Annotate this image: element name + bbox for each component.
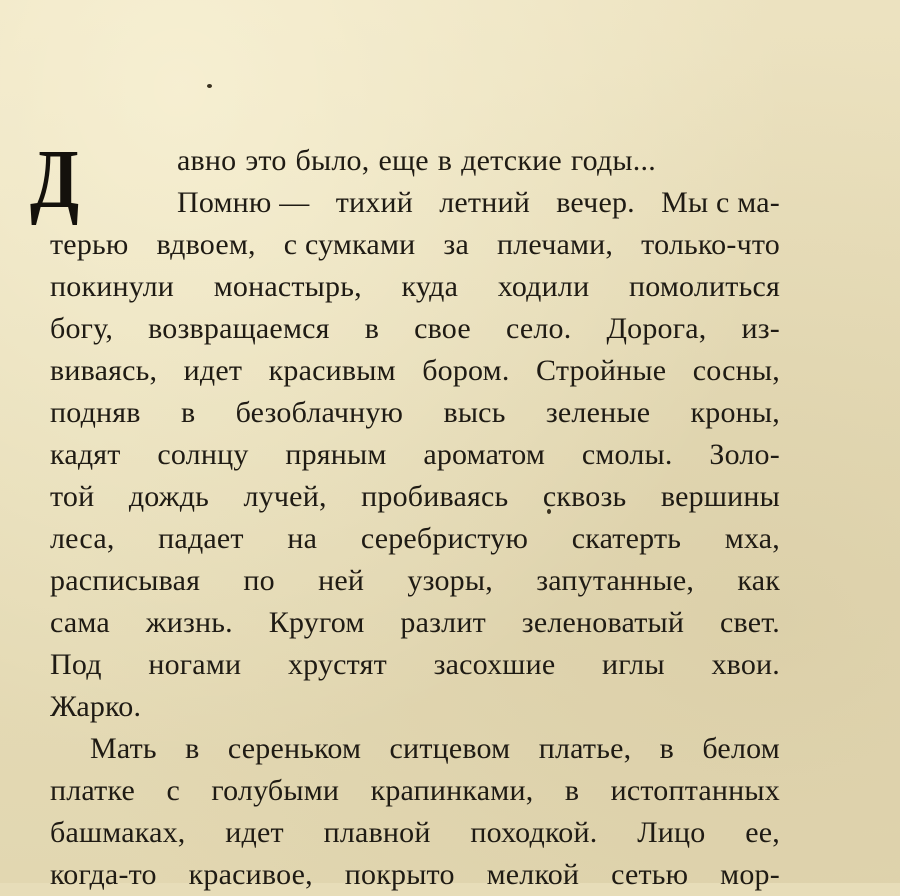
- word: детские: [461, 144, 562, 177]
- word: по: [243, 564, 275, 597]
- text-line: [50, 812, 780, 854]
- text-line: [50, 770, 780, 812]
- word: сереньком: [227, 732, 362, 765]
- word: платке: [50, 774, 136, 807]
- text-line: [50, 728, 780, 770]
- word: плавной: [323, 816, 431, 849]
- text-line: [50, 476, 780, 518]
- text-line: [50, 266, 780, 308]
- word: кадят: [50, 438, 121, 471]
- body-text: [50, 140, 780, 896]
- word: пряным: [285, 438, 387, 471]
- word: ситцевом: [389, 732, 511, 765]
- word: в: [185, 732, 200, 765]
- word: солнцу: [157, 438, 249, 471]
- paragraph: [50, 140, 780, 728]
- text-line: [50, 140, 780, 182]
- word: в: [564, 774, 580, 807]
- word: идет: [183, 354, 243, 387]
- word: терью: [50, 228, 129, 261]
- word: сама: [50, 606, 110, 639]
- word: голубыми: [211, 774, 340, 807]
- word: смолы.: [581, 438, 673, 471]
- word: сквозь: [542, 480, 627, 513]
- word: подняв: [50, 396, 141, 429]
- word: Золо-: [709, 438, 780, 471]
- word: высь: [443, 396, 506, 429]
- text-line: [50, 182, 780, 224]
- word: истоптанных: [610, 774, 780, 807]
- text-line: [50, 854, 780, 896]
- word: свое: [414, 312, 471, 345]
- text-line: [50, 686, 780, 728]
- word: леса,: [50, 522, 115, 555]
- word: засохшие: [433, 648, 556, 681]
- word: ходили: [497, 270, 590, 303]
- word: с сумками: [283, 228, 416, 261]
- text-line: [50, 308, 780, 350]
- word: Мать: [90, 732, 157, 765]
- word: в: [659, 732, 675, 765]
- word: еще: [378, 144, 429, 177]
- word: как: [737, 564, 780, 597]
- word: Помню —: [177, 186, 310, 219]
- word: когда-то: [50, 858, 157, 891]
- word: возвращаемся: [148, 312, 330, 345]
- text-line: [50, 560, 780, 602]
- word: походкой.: [470, 816, 598, 849]
- word: расписывая: [50, 564, 201, 597]
- word: Мы с ма-: [661, 186, 780, 219]
- word: это: [245, 144, 287, 177]
- word: серебристую: [360, 522, 529, 555]
- word: куда: [401, 270, 459, 303]
- word: безоблачную: [235, 396, 404, 429]
- word: мор-: [720, 858, 780, 891]
- word: в: [180, 396, 196, 429]
- word: иглы: [602, 648, 665, 681]
- word: с: [166, 774, 180, 807]
- word: хвои.: [711, 648, 780, 681]
- word: зеленоватый: [521, 606, 685, 639]
- paper-speck: [207, 84, 212, 88]
- word: мелкой: [486, 858, 580, 891]
- word: Под: [50, 648, 102, 681]
- paragraph: [50, 728, 780, 896]
- word: запутанные,: [536, 564, 695, 597]
- word: из-: [741, 312, 780, 345]
- word: дождь: [128, 480, 210, 513]
- word: ней: [318, 564, 365, 597]
- word: виваясь,: [50, 354, 158, 387]
- word: ее,: [745, 816, 780, 849]
- word: бором.: [422, 354, 510, 387]
- word: лучей,: [243, 480, 327, 513]
- text-line: [50, 224, 780, 266]
- word: крапинками,: [370, 774, 534, 807]
- word: покрыто: [344, 858, 455, 891]
- text-line: [50, 434, 780, 476]
- word: Жарко.: [50, 690, 142, 723]
- word: свет.: [720, 606, 780, 639]
- word: башмаках,: [50, 816, 186, 849]
- word: вечер.: [556, 186, 635, 219]
- drop-cap: Д: [30, 133, 80, 226]
- word: годы...: [570, 144, 656, 177]
- word: идет: [225, 816, 284, 849]
- word: жизнь.: [145, 606, 233, 639]
- word: вершины: [660, 480, 780, 513]
- word: богу,: [50, 312, 114, 345]
- word: узоры,: [407, 564, 493, 597]
- word: село.: [505, 312, 572, 345]
- word: помолиться: [628, 270, 780, 303]
- word: вдвоем,: [156, 228, 256, 261]
- word: красивое,: [188, 858, 313, 891]
- word: той: [50, 480, 95, 513]
- word: зеленые: [545, 396, 651, 429]
- word: авно: [177, 144, 237, 177]
- word: летний: [439, 186, 530, 219]
- word: тихий: [335, 186, 413, 219]
- word: на: [287, 522, 318, 555]
- text-line: [50, 350, 780, 392]
- word: хрустят: [287, 648, 387, 681]
- word: сосны,: [692, 354, 780, 387]
- word: в: [437, 144, 453, 177]
- word: белом: [702, 732, 780, 765]
- text-line: [50, 644, 780, 686]
- word: скатерть: [571, 522, 682, 555]
- word: мха,: [724, 522, 780, 555]
- word: разлит: [400, 606, 486, 639]
- word: кроны,: [690, 396, 780, 429]
- word: ароматом: [423, 438, 546, 471]
- word: ногами: [148, 648, 242, 681]
- word: в: [364, 312, 380, 345]
- word: падает: [158, 522, 244, 555]
- word: платье,: [538, 732, 632, 765]
- word: монастырь,: [213, 270, 362, 303]
- word: сетью: [611, 858, 689, 891]
- word: Дорога,: [606, 312, 707, 345]
- word: Лицо: [637, 816, 706, 849]
- word: покинули: [50, 270, 175, 303]
- word: красивым: [268, 354, 396, 387]
- text-line: [50, 518, 780, 560]
- word: Стройные: [536, 354, 667, 387]
- text-line: [50, 602, 780, 644]
- word: Кругом: [268, 606, 365, 639]
- word: только-что: [641, 228, 780, 261]
- word: пробиваясь: [361, 480, 509, 513]
- word: за: [443, 228, 469, 261]
- word: плечами,: [497, 228, 614, 261]
- text-line: [50, 392, 780, 434]
- word: было,: [295, 144, 370, 177]
